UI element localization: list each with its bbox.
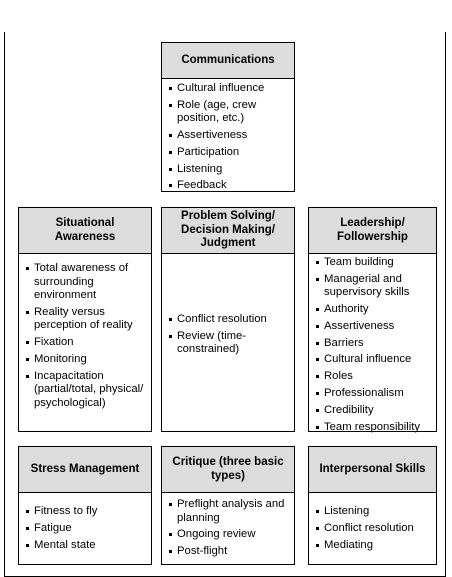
leadership-title: Leadership/ Followership — [337, 217, 408, 243]
list-item: Role (age, crew position, etc.) — [166, 99, 290, 126]
list-item: Fixation — [23, 336, 147, 350]
communications-list — [166, 82, 290, 193]
list-item: Team responsibility — [313, 421, 432, 435]
list-item: Reality versus perception of reality — [23, 306, 147, 333]
list-item: Fitness to fly — [23, 505, 147, 519]
list-item: Participation — [166, 146, 290, 160]
problem-solving-box — [161, 207, 295, 432]
list-item: Team building — [313, 256, 432, 270]
interpersonal-skills-title: Interpersonal Skills — [319, 462, 426, 475]
stress-management-list — [23, 505, 147, 552]
list-item: Post-flight — [166, 545, 290, 559]
problem-solving-header — [162, 208, 294, 254]
interpersonal-skills-list — [313, 505, 432, 552]
list-item: Fatigue — [23, 522, 147, 536]
problem-solving-title: Problem Solving/ Decision Making/ Judgment — [181, 210, 275, 250]
situational-awareness-list — [23, 262, 147, 410]
list-item: Conflict resolution — [166, 313, 290, 327]
list-item: Roles — [313, 370, 432, 384]
list-item: Review (time-constrained) — [166, 330, 290, 357]
list-item: Total awareness of surrounding environment — [23, 262, 147, 303]
critique-title: Critique (three basic types) — [172, 456, 284, 482]
stress-management-box — [18, 446, 152, 565]
list-item: Incapacitation (partial/total, physical/ psychological) — [23, 370, 147, 411]
leadership-list — [313, 256, 432, 434]
problem-solving-list — [166, 313, 290, 357]
situational-awareness-header — [19, 208, 151, 254]
situational-awareness-box — [18, 207, 152, 432]
list-item: Assertiveness — [313, 320, 432, 334]
list-item: Listening — [313, 505, 432, 519]
communications-title: Communications — [181, 53, 275, 66]
critique-header — [162, 447, 294, 493]
list-item: Listening — [166, 163, 290, 177]
stress-management-header — [19, 447, 151, 493]
interpersonal-skills-header — [309, 447, 436, 493]
list-item: Mediating — [313, 539, 432, 553]
list-item: Mental state — [23, 539, 147, 553]
stress-management-title: Stress Management — [30, 462, 140, 475]
leadership-header — [309, 208, 436, 254]
communications-header — [162, 43, 294, 79]
leadership-box — [308, 207, 437, 432]
list-item: Assertiveness — [166, 129, 290, 143]
list-item: Feedback — [166, 179, 290, 193]
list-item: Professionalism — [313, 387, 432, 401]
list-item: Cultural influence — [313, 353, 432, 367]
list-item: Monitoring — [23, 353, 147, 367]
critique-list — [166, 498, 290, 559]
communications-box — [161, 42, 295, 192]
list-item: Credibility — [313, 404, 432, 418]
list-item: Managerial and supervisory skills — [313, 273, 432, 300]
critique-box — [161, 446, 295, 565]
list-item: Authority — [313, 303, 432, 317]
interpersonal-skills-box — [308, 446, 437, 565]
list-item: Conflict resolution — [313, 522, 432, 536]
situational-awareness-title: Situational Awareness — [54, 217, 116, 243]
list-item: Cultural influence — [166, 82, 290, 96]
list-item: Barriers — [313, 337, 432, 351]
list-item: Ongoing review — [166, 528, 290, 542]
list-item: Preflight analysis and planning — [166, 498, 290, 525]
